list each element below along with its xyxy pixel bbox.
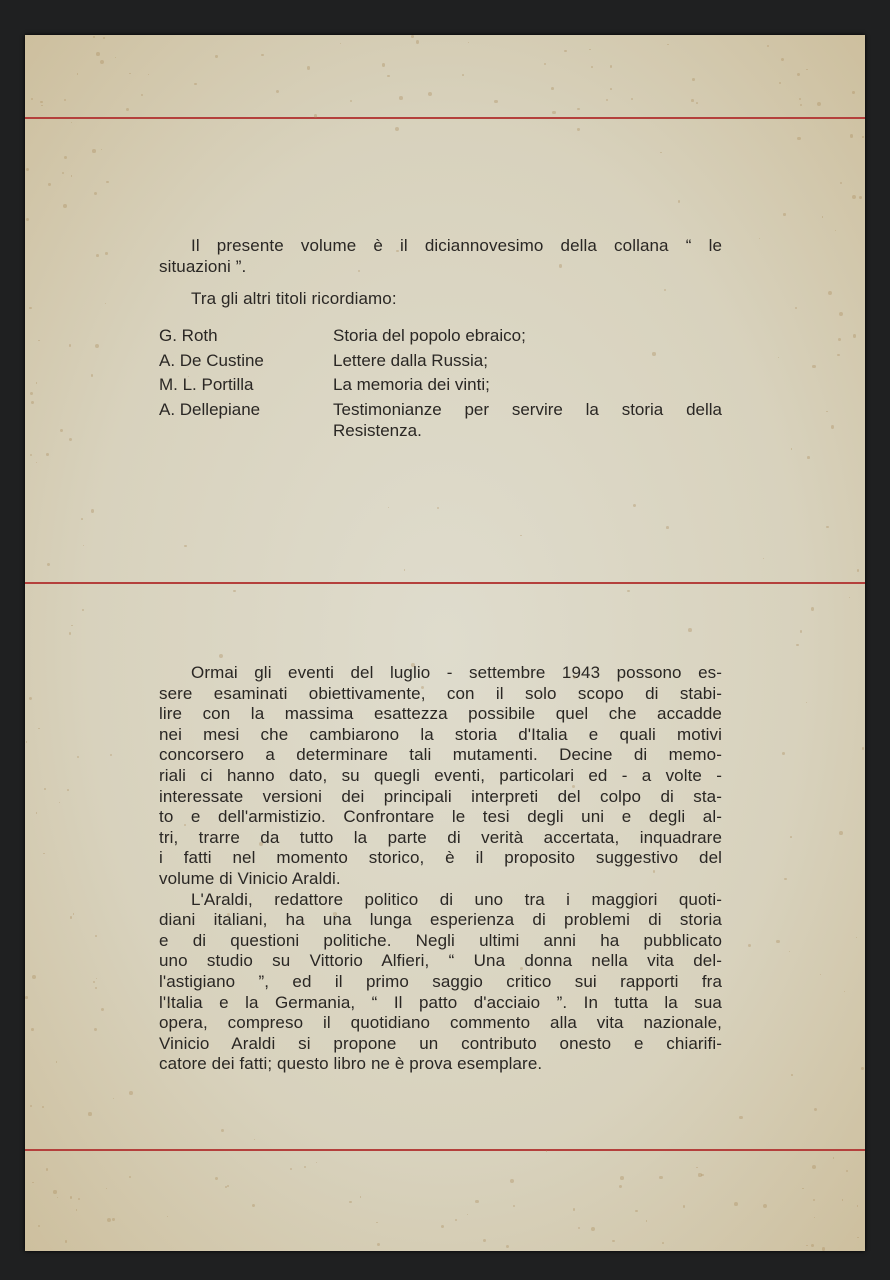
paper-foxing-spot bbox=[69, 438, 72, 441]
paper-foxing-spot bbox=[30, 392, 33, 395]
paper-foxing-spot bbox=[802, 1188, 803, 1189]
paper-foxing-spot bbox=[591, 66, 593, 68]
paper-foxing-spot bbox=[800, 104, 802, 106]
paper-foxing-spot bbox=[64, 99, 66, 101]
paper-foxing-spot bbox=[36, 812, 38, 814]
paper-foxing-spot bbox=[73, 913, 74, 914]
blurb-line: diani italiani, ha una lunga esperienza di problemi di storia bbox=[159, 910, 722, 930]
paper-foxing-spot bbox=[46, 453, 49, 456]
paper-foxing-spot bbox=[141, 94, 143, 96]
paper-foxing-spot bbox=[483, 1239, 486, 1242]
paper-foxing-spot bbox=[859, 196, 862, 199]
paper-foxing-spot bbox=[850, 134, 854, 138]
paper-foxing-spot bbox=[856, 937, 857, 938]
paper-foxing-spot bbox=[652, 352, 655, 355]
paper-foxing-spot bbox=[692, 78, 695, 81]
paper-foxing-spot bbox=[852, 91, 855, 94]
paper-foxing-spot bbox=[32, 1182, 33, 1183]
paper-foxing-spot bbox=[853, 334, 857, 338]
paper-foxing-spot bbox=[26, 741, 27, 742]
paper-foxing-spot bbox=[546, 1150, 547, 1151]
blurb-line: volume di Vinicio Araldi. bbox=[159, 869, 341, 888]
paper-foxing-spot bbox=[783, 213, 785, 215]
paper-foxing-spot bbox=[350, 100, 353, 103]
paper-foxing-spot bbox=[620, 1176, 624, 1180]
paper-foxing-spot bbox=[93, 36, 95, 38]
paper-foxing-spot bbox=[691, 99, 694, 102]
paper-foxing-spot bbox=[91, 509, 95, 513]
paper-foxing-spot bbox=[42, 1106, 44, 1108]
paper-foxing-spot bbox=[96, 254, 99, 257]
paper-foxing-spot bbox=[290, 1168, 292, 1170]
paper-foxing-spot bbox=[428, 92, 432, 96]
paper-foxing-spot bbox=[797, 73, 800, 76]
title-author: G. Roth bbox=[159, 326, 218, 345]
paper-foxing-spot bbox=[40, 101, 43, 104]
blurb-line: catore dei fatti; questo libro ne è prova esemplare. bbox=[159, 1054, 543, 1074]
paper-foxing-spot bbox=[635, 1210, 638, 1213]
paper-foxing-spot bbox=[799, 98, 801, 100]
paper-foxing-spot bbox=[759, 238, 760, 239]
blurb-line: lire con la massima esattezza possibile quel che accadde bbox=[159, 704, 722, 724]
paper-foxing-spot bbox=[849, 597, 850, 598]
paper-foxing-spot bbox=[513, 1205, 515, 1207]
paper-foxing-spot bbox=[806, 1245, 808, 1247]
blurb-line: i fatti nel momento storico, è il proposito suggestivo del bbox=[159, 848, 722, 868]
paper-foxing-spot bbox=[95, 935, 97, 937]
title-name: Lettere dalla Russia; bbox=[333, 351, 488, 370]
paper-foxing-spot bbox=[781, 58, 784, 61]
paper-foxing-spot bbox=[789, 951, 790, 952]
blurb-line: to e dell'armistizio. Confrontare le tesi degli uni e degli al- bbox=[159, 807, 722, 827]
paper-foxing-spot bbox=[701, 1174, 703, 1176]
paper-foxing-spot bbox=[60, 429, 63, 432]
paper-foxing-spot bbox=[82, 609, 84, 611]
paper-foxing-spot bbox=[261, 54, 264, 57]
paper-foxing-spot bbox=[739, 1116, 742, 1119]
paper-foxing-spot bbox=[833, 1157, 834, 1158]
paper-foxing-spot bbox=[462, 74, 464, 76]
paper-foxing-spot bbox=[215, 55, 217, 57]
paper-foxing-spot bbox=[254, 1139, 256, 1141]
paper-foxing-spot bbox=[78, 1198, 80, 1200]
book-back-cover bbox=[25, 35, 865, 1251]
red-rule-bottom bbox=[25, 1149, 865, 1151]
paper-foxing-spot bbox=[340, 43, 342, 45]
blurb-line: Ormai gli eventi del luglio - settembre 1943 possono es- bbox=[191, 663, 722, 682]
paper-foxing-spot bbox=[437, 507, 439, 509]
paper-foxing-spot bbox=[820, 974, 821, 975]
paper-foxing-spot bbox=[38, 1225, 40, 1227]
paper-foxing-spot bbox=[76, 1209, 78, 1211]
paper-foxing-spot bbox=[184, 545, 187, 548]
paper-foxing-spot bbox=[838, 338, 841, 341]
paper-foxing-spot bbox=[106, 1188, 107, 1189]
paper-foxing-spot bbox=[388, 507, 389, 508]
paper-foxing-spot bbox=[101, 1008, 104, 1011]
paper-foxing-spot bbox=[814, 1108, 817, 1111]
paper-foxing-spot bbox=[664, 289, 666, 291]
paper-foxing-spot bbox=[822, 1247, 825, 1250]
paper-foxing-spot bbox=[38, 728, 40, 730]
title-author: M. L. Portilla bbox=[159, 375, 254, 394]
paper-foxing-spot bbox=[411, 663, 415, 667]
blurb-line: sere esaminati obiettivamente, con il solo scopo di stabi- bbox=[159, 683, 722, 703]
paper-foxing-spot bbox=[814, 1217, 815, 1218]
paper-foxing-spot bbox=[316, 1162, 317, 1163]
paper-foxing-spot bbox=[835, 230, 836, 231]
paper-foxing-spot bbox=[683, 1205, 685, 1207]
paper-foxing-spot bbox=[100, 60, 104, 64]
paper-foxing-spot bbox=[30, 1105, 32, 1107]
blurb-line: riali ci hanno dato, su quegli eventi, particolari ed - a volte - bbox=[159, 766, 722, 785]
paper-foxing-spot bbox=[96, 978, 97, 979]
paper-foxing-spot bbox=[38, 340, 40, 342]
paper-foxing-spot bbox=[790, 836, 792, 838]
paper-foxing-spot bbox=[404, 569, 406, 571]
paper-foxing-spot bbox=[811, 1244, 814, 1247]
paper-foxing-spot bbox=[796, 644, 798, 646]
paper-foxing-spot bbox=[791, 448, 792, 449]
paper-foxing-spot bbox=[552, 111, 555, 114]
paper-foxing-spot bbox=[63, 204, 67, 208]
paper-foxing-spot bbox=[83, 545, 84, 546]
title-author: A. De Custine bbox=[159, 351, 264, 370]
paper-foxing-spot bbox=[77, 756, 79, 758]
paper-foxing-spot bbox=[94, 192, 97, 195]
paper-foxing-spot bbox=[31, 98, 33, 100]
paper-foxing-spot bbox=[844, 991, 845, 992]
paper-foxing-spot bbox=[64, 156, 67, 159]
paper-foxing-spot bbox=[797, 137, 800, 140]
paper-foxing-spot bbox=[399, 96, 403, 100]
paper-foxing-spot bbox=[71, 122, 72, 123]
paper-foxing-spot bbox=[467, 1214, 468, 1215]
paper-foxing-spot bbox=[126, 108, 129, 111]
paper-foxing-spot bbox=[194, 83, 196, 85]
paper-foxing-spot bbox=[800, 630, 802, 632]
paper-foxing-spot bbox=[494, 100, 497, 103]
paper-foxing-spot bbox=[71, 175, 72, 176]
paper-foxing-spot bbox=[807, 456, 810, 459]
paper-foxing-spot bbox=[763, 558, 764, 559]
paper-foxing-spot bbox=[678, 200, 680, 202]
paper-foxing-spot bbox=[71, 625, 73, 627]
paper-foxing-spot bbox=[46, 1168, 49, 1171]
paper-foxing-spot bbox=[110, 754, 112, 756]
paper-foxing-spot bbox=[826, 411, 828, 413]
paper-foxing-spot bbox=[377, 1243, 380, 1246]
blurb-line: interessate versioni dei principali interpreti del colpo di sta- bbox=[159, 786, 722, 806]
paper-foxing-spot bbox=[48, 183, 50, 185]
paper-foxing-spot bbox=[416, 40, 419, 43]
paper-foxing-spot bbox=[70, 916, 72, 918]
paper-foxing-spot bbox=[77, 73, 79, 75]
paper-foxing-spot bbox=[53, 1190, 56, 1193]
paper-foxing-spot bbox=[846, 1170, 848, 1172]
paper-foxing-spot bbox=[861, 1067, 864, 1070]
paper-foxing-spot bbox=[544, 63, 546, 65]
paper-foxing-spot bbox=[806, 702, 807, 703]
paper-foxing-spot bbox=[30, 454, 32, 456]
blurb-line: L'Araldi, redattore politico di uno tra i maggiori quoti- bbox=[191, 889, 722, 909]
paper-foxing-spot bbox=[107, 1218, 111, 1222]
paper-foxing-spot bbox=[734, 1202, 738, 1206]
paper-foxing-spot bbox=[551, 87, 554, 90]
paper-foxing-spot bbox=[606, 99, 608, 101]
paper-foxing-spot bbox=[219, 654, 223, 658]
paper-foxing-spot bbox=[62, 172, 64, 174]
paper-foxing-spot bbox=[129, 73, 131, 75]
paper-foxing-spot bbox=[92, 149, 96, 153]
paper-foxing-spot bbox=[578, 1227, 580, 1229]
paper-foxing-spot bbox=[184, 824, 186, 826]
paper-foxing-spot bbox=[763, 1204, 767, 1208]
paper-foxing-spot bbox=[564, 50, 567, 53]
paper-foxing-spot bbox=[26, 168, 29, 171]
paper-foxing-spot bbox=[221, 1129, 224, 1132]
paper-foxing-spot bbox=[862, 136, 863, 137]
paper-foxing-spot bbox=[826, 526, 829, 529]
paper-foxing-spot bbox=[94, 1028, 97, 1031]
paper-foxing-spot bbox=[441, 1225, 445, 1229]
paper-foxing-spot bbox=[811, 607, 814, 610]
paper-foxing-spot bbox=[612, 1240, 614, 1242]
paper-foxing-spot bbox=[591, 1227, 595, 1231]
paper-foxing-spot bbox=[70, 1196, 72, 1198]
paper-foxing-spot bbox=[839, 312, 843, 316]
paper-foxing-spot bbox=[29, 697, 32, 700]
paper-foxing-spot bbox=[782, 752, 785, 755]
paper-foxing-spot bbox=[91, 374, 93, 376]
paper-foxing-spot bbox=[95, 987, 98, 990]
paper-foxing-spot bbox=[276, 90, 279, 93]
title-name: La memoria dei vinti; bbox=[333, 375, 490, 394]
title-author: A. Dellepiane bbox=[159, 400, 261, 419]
blurb-line: l'astigiano ”, ed il primo saggio critico sui rapporti fra bbox=[159, 972, 722, 991]
paper-foxing-spot bbox=[822, 216, 824, 218]
paper-foxing-spot bbox=[812, 1165, 816, 1169]
paper-foxing-spot bbox=[304, 1166, 306, 1168]
title-name: Resistenza. bbox=[333, 421, 422, 440]
paper-foxing-spot bbox=[32, 975, 36, 979]
paper-foxing-spot bbox=[748, 944, 751, 947]
paper-foxing-spot bbox=[112, 1218, 114, 1220]
paper-foxing-spot bbox=[778, 357, 779, 358]
paper-foxing-spot bbox=[47, 563, 50, 566]
blurb-line: tri, trarre da tutto la parte di verità accertata, inquadrare bbox=[159, 827, 722, 847]
paper-foxing-spot bbox=[105, 303, 106, 304]
paper-foxing-spot bbox=[577, 128, 579, 130]
paper-foxing-spot bbox=[795, 307, 797, 309]
paper-foxing-spot bbox=[69, 632, 71, 634]
paper-foxing-spot bbox=[862, 747, 865, 750]
paper-foxing-spot bbox=[610, 88, 612, 90]
blurb-line: concorsero a determinare tali mutamenti. Decine di memo- bbox=[159, 745, 722, 765]
paper-foxing-spot bbox=[666, 526, 669, 529]
paper-foxing-spot bbox=[103, 37, 105, 39]
paper-foxing-spot bbox=[307, 66, 310, 69]
paper-foxing-spot bbox=[382, 63, 385, 66]
paper-foxing-spot bbox=[784, 878, 786, 880]
paper-foxing-spot bbox=[36, 382, 38, 384]
paper-foxing-spot bbox=[167, 1216, 168, 1217]
paper-foxing-spot bbox=[839, 831, 843, 835]
paper-foxing-spot bbox=[113, 1098, 114, 1099]
paper-foxing-spot bbox=[252, 1204, 255, 1207]
paper-foxing-spot bbox=[395, 127, 399, 131]
blurb-line: uno studio su Vittorio Alfieri, “ Una donna nella vita del- bbox=[159, 951, 722, 971]
paper-foxing-spot bbox=[688, 628, 692, 632]
paper-foxing-spot bbox=[168, 1003, 171, 1006]
paper-foxing-spot bbox=[660, 152, 662, 154]
paper-foxing-spot bbox=[813, 1199, 815, 1201]
paper-foxing-spot bbox=[129, 1091, 133, 1095]
blurb-line: opera, compreso il quotidiano commento alla vita nazionale, bbox=[159, 1013, 722, 1033]
paper-foxing-spot bbox=[633, 504, 636, 507]
paper-foxing-spot bbox=[106, 181, 109, 184]
paper-foxing-spot bbox=[101, 149, 102, 150]
paper-foxing-spot bbox=[812, 365, 815, 368]
paper-foxing-spot bbox=[57, 1197, 59, 1199]
paper-foxing-spot bbox=[619, 1185, 622, 1188]
paper-foxing-spot bbox=[468, 42, 469, 43]
paper-foxing-spot bbox=[840, 182, 842, 184]
intro-line: Il presente volume è il diciannovesimo della collana “ le bbox=[191, 236, 722, 255]
paper-foxing-spot bbox=[67, 789, 69, 791]
paper-foxing-spot bbox=[29, 307, 31, 309]
paper-foxing-spot bbox=[129, 1176, 131, 1178]
paper-foxing-spot bbox=[837, 354, 840, 357]
paper-foxing-spot bbox=[857, 1237, 858, 1238]
paper-foxing-spot bbox=[25, 996, 28, 999]
paper-foxing-spot bbox=[26, 218, 29, 221]
paper-foxing-spot bbox=[577, 108, 580, 111]
paper-foxing-spot bbox=[573, 1208, 575, 1210]
paper-foxing-spot bbox=[69, 344, 71, 346]
paper-foxing-spot bbox=[510, 1179, 514, 1183]
paper-foxing-spot bbox=[520, 535, 522, 537]
intro-line: situazioni ”. bbox=[159, 257, 247, 276]
paper-foxing-spot bbox=[227, 1185, 229, 1187]
title-name: Storia del popolo ebraico; bbox=[333, 326, 526, 345]
paper-foxing-spot bbox=[349, 1201, 351, 1203]
paper-foxing-spot bbox=[105, 252, 108, 255]
paper-foxing-spot bbox=[806, 69, 808, 71]
red-rule-top bbox=[25, 117, 865, 119]
blurb-line: e di questioni politiche. Negli ultimi anni ha pubblicato bbox=[159, 930, 722, 950]
paper-foxing-spot bbox=[852, 195, 856, 199]
paper-foxing-spot bbox=[857, 1205, 858, 1206]
paper-foxing-spot bbox=[475, 1200, 478, 1203]
paper-foxing-spot bbox=[215, 1177, 218, 1180]
paper-foxing-spot bbox=[88, 1112, 91, 1115]
paper-foxing-spot bbox=[41, 105, 43, 107]
paper-foxing-spot bbox=[842, 1199, 844, 1201]
paper-foxing-spot bbox=[81, 518, 83, 520]
paper-foxing-spot bbox=[828, 291, 832, 295]
paper-foxing-spot bbox=[31, 1028, 34, 1031]
paper-foxing-spot bbox=[791, 1074, 793, 1076]
paper-foxing-spot bbox=[387, 75, 389, 77]
paper-foxing-spot bbox=[148, 74, 149, 75]
paper-foxing-spot bbox=[56, 1061, 57, 1062]
paper-foxing-spot bbox=[662, 1242, 664, 1244]
paper-foxing-spot bbox=[857, 569, 860, 572]
paper-foxing-spot bbox=[767, 45, 769, 47]
paper-foxing-spot bbox=[831, 425, 834, 428]
title-name: Testimonianze per servire la storia della bbox=[333, 400, 722, 419]
paper-foxing-spot bbox=[360, 1196, 361, 1197]
paper-foxing-spot bbox=[93, 981, 95, 983]
paper-foxing-spot bbox=[506, 1245, 509, 1248]
paper-foxing-spot bbox=[776, 940, 779, 943]
paper-foxing-spot bbox=[376, 1222, 377, 1223]
paper-foxing-spot bbox=[411, 35, 414, 38]
paper-foxing-spot bbox=[589, 49, 590, 50]
paper-foxing-spot bbox=[696, 102, 698, 104]
paper-foxing-spot bbox=[631, 98, 633, 100]
paper-foxing-spot bbox=[779, 82, 781, 84]
paper-foxing-spot bbox=[646, 1220, 648, 1222]
paper-foxing-spot bbox=[696, 1167, 698, 1169]
blurb-line: l'Italia e la Germania, “ Il patto d'acciaio ”. In tutta la sua bbox=[159, 992, 722, 1012]
paper-foxing-spot bbox=[667, 44, 669, 46]
paper-foxing-spot bbox=[36, 462, 38, 464]
paper-foxing-spot bbox=[580, 923, 581, 924]
red-rule-middle bbox=[25, 582, 865, 584]
blurb-line: nei mesi che cambiarono la storia d'Italia e quali motivi bbox=[159, 724, 722, 744]
paper-foxing-spot bbox=[610, 65, 613, 68]
paper-foxing-spot bbox=[233, 590, 236, 593]
paper-foxing-spot bbox=[817, 102, 821, 106]
paper-foxing-spot bbox=[65, 1240, 67, 1242]
paper-foxing-spot bbox=[59, 802, 60, 803]
paper-foxing-spot bbox=[96, 52, 100, 56]
paper-foxing-spot bbox=[115, 57, 116, 58]
paper-foxing-spot bbox=[659, 1176, 663, 1180]
paper-foxing-spot bbox=[44, 788, 46, 790]
blurb-line: Vinicio Araldi si propone un contributo onesto e chiarifi- bbox=[159, 1033, 722, 1053]
paper-foxing-spot bbox=[43, 853, 44, 854]
paper-foxing-spot bbox=[627, 590, 630, 593]
paper-foxing-spot bbox=[455, 1219, 457, 1221]
intro-lead: Tra gli altri titoli ricordiamo: bbox=[191, 289, 397, 308]
paper-foxing-spot bbox=[31, 401, 34, 404]
paper-foxing-spot bbox=[95, 344, 99, 348]
paper-foxing-spot bbox=[333, 912, 337, 916]
